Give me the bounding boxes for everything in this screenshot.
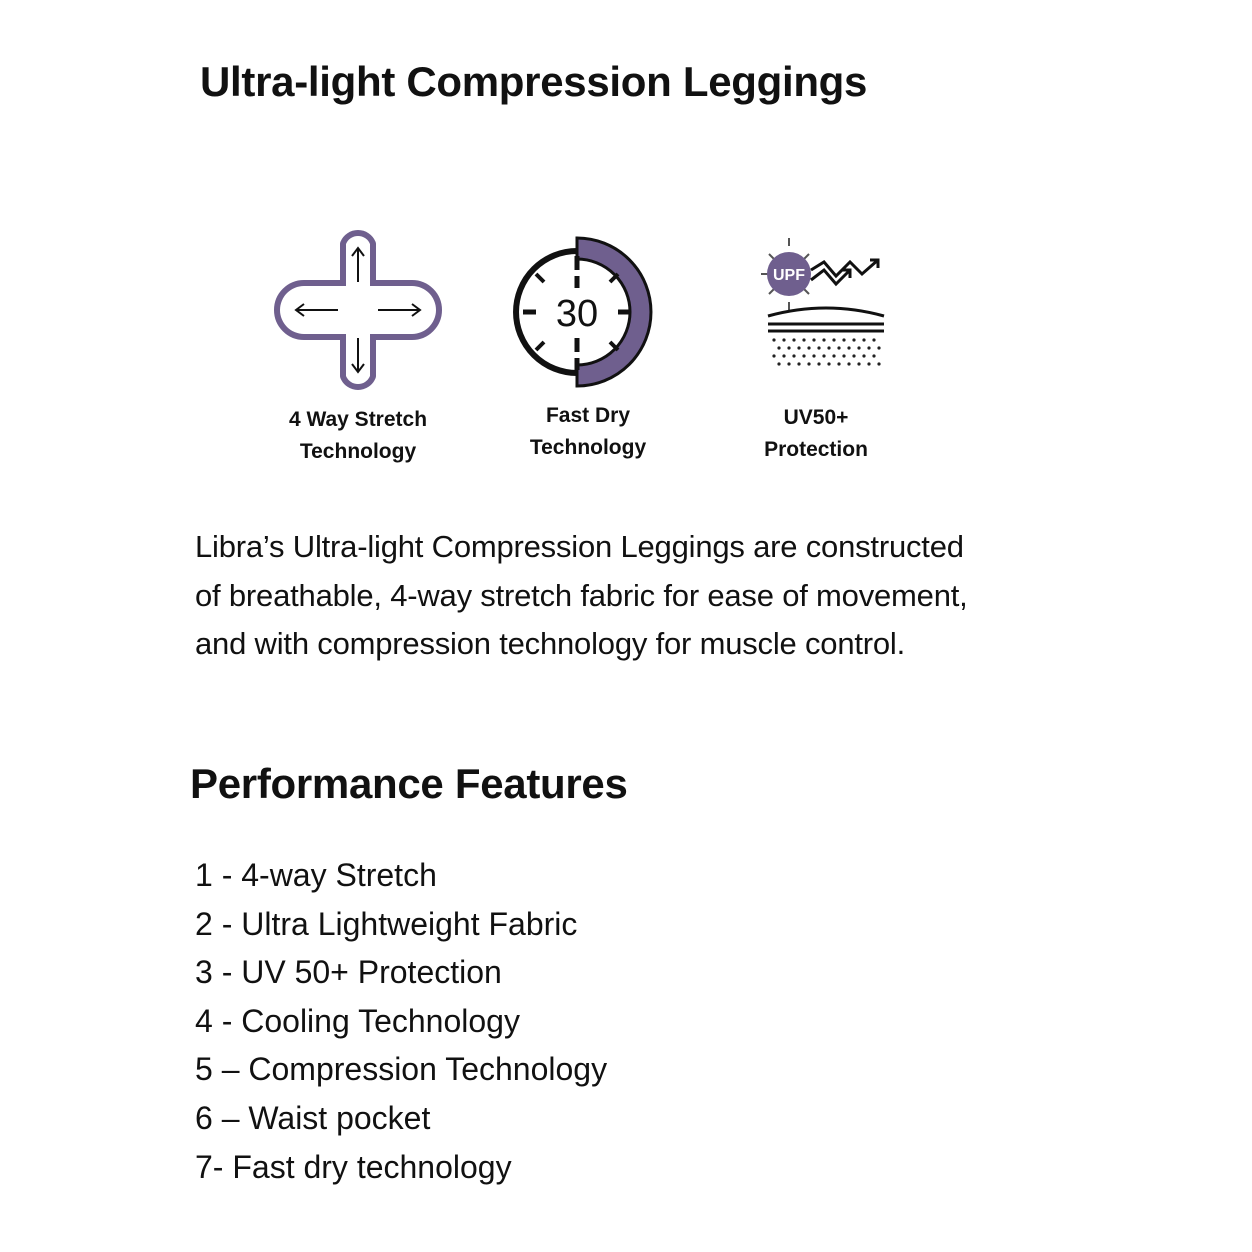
description-line: and with compression technology for muscle control. <box>195 626 906 661</box>
feature-label: 4 Way Stretch Technology <box>288 408 428 463</box>
list-item: 3 - UV 50+ Protection <box>195 954 502 991</box>
performance-features-list <box>195 851 607 1191</box>
feature-fast-dry <box>488 230 688 470</box>
list-item: 7- Fast dry technology <box>195 1148 512 1185</box>
feature-uv-protection <box>716 230 916 470</box>
upf-sun-fabric-icon <box>716 230 916 390</box>
stopwatch-30-icon <box>488 230 688 390</box>
list-item: 2 - Ultra Lightweight Fabric <box>195 905 578 942</box>
page-title: Ultra-light Compression Leggings <box>200 58 868 105</box>
list-item: 4 - Cooling Technology <box>195 1002 520 1039</box>
four-way-arrows-cross-icon <box>258 230 458 390</box>
feature-label: Fast Dry Technology <box>529 404 647 459</box>
timer-value-text: 30 <box>555 293 599 335</box>
product-description <box>195 523 1115 669</box>
list-item: 1 - 4-way Stretch <box>195 857 437 893</box>
performance-features-heading: Performance Features <box>190 760 628 807</box>
feature-label: UV50+ Protection <box>764 406 868 461</box>
list-item: 6 – Waist pocket <box>195 1099 431 1136</box>
description-line: of breathable, 4-way stretch fabric for ease of movement, <box>195 577 968 613</box>
list-item: 5 – Compression Technology <box>195 1051 608 1088</box>
upf-badge-text: UPF <box>773 267 805 284</box>
description-line: Libra’s Ultra-light Compression Leggings are constructed <box>195 529 964 564</box>
feature-four-way-stretch <box>258 230 458 470</box>
